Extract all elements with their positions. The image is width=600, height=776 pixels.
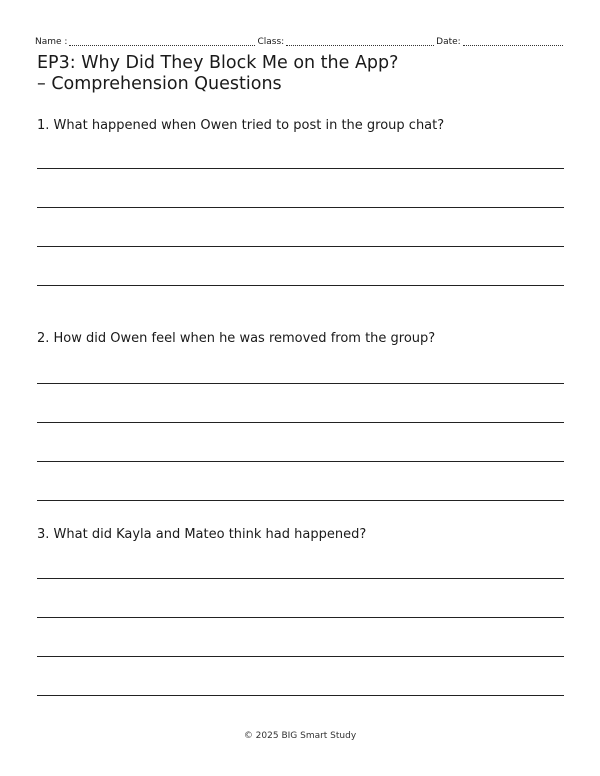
answer-line-q1-3[interactable] xyxy=(37,246,564,247)
question-3: 3. What did Kayla and Mateo think had happened? xyxy=(37,527,367,542)
title-line-2: – Comprehension Questions xyxy=(37,74,282,94)
question-1: 1. What happened when Owen tried to post in the group chat? xyxy=(37,118,445,133)
answer-line-q2-2[interactable] xyxy=(37,422,564,423)
title-line-1: EP3: Why Did They Block Me on the App? xyxy=(37,53,399,73)
answer-line-q2-4[interactable] xyxy=(37,500,564,501)
answer-line-q1-1[interactable] xyxy=(37,168,564,169)
answer-line-q3-4[interactable] xyxy=(37,695,564,696)
answer-line-q1-2[interactable] xyxy=(37,207,564,208)
class-label: Class: xyxy=(257,37,285,47)
page-title xyxy=(37,53,567,95)
copyright-footer: © 2025 BIG Smart Study xyxy=(243,731,357,741)
name-label: Name : xyxy=(35,37,68,47)
answer-line-q3-2[interactable] xyxy=(37,617,564,618)
date-label: Date: xyxy=(436,37,461,47)
class-field[interactable] xyxy=(286,44,434,46)
answer-line-q3-1[interactable] xyxy=(37,578,564,579)
answer-line-q2-1[interactable] xyxy=(37,383,564,384)
student-info-header xyxy=(35,33,565,47)
name-field[interactable] xyxy=(69,44,255,46)
question-2: 2. How did Owen feel when he was removed from the group? xyxy=(37,331,436,346)
answer-line-q2-3[interactable] xyxy=(37,461,564,462)
answer-line-q3-3[interactable] xyxy=(37,656,564,657)
date-field[interactable] xyxy=(463,44,563,46)
answer-line-q1-4[interactable] xyxy=(37,285,564,286)
